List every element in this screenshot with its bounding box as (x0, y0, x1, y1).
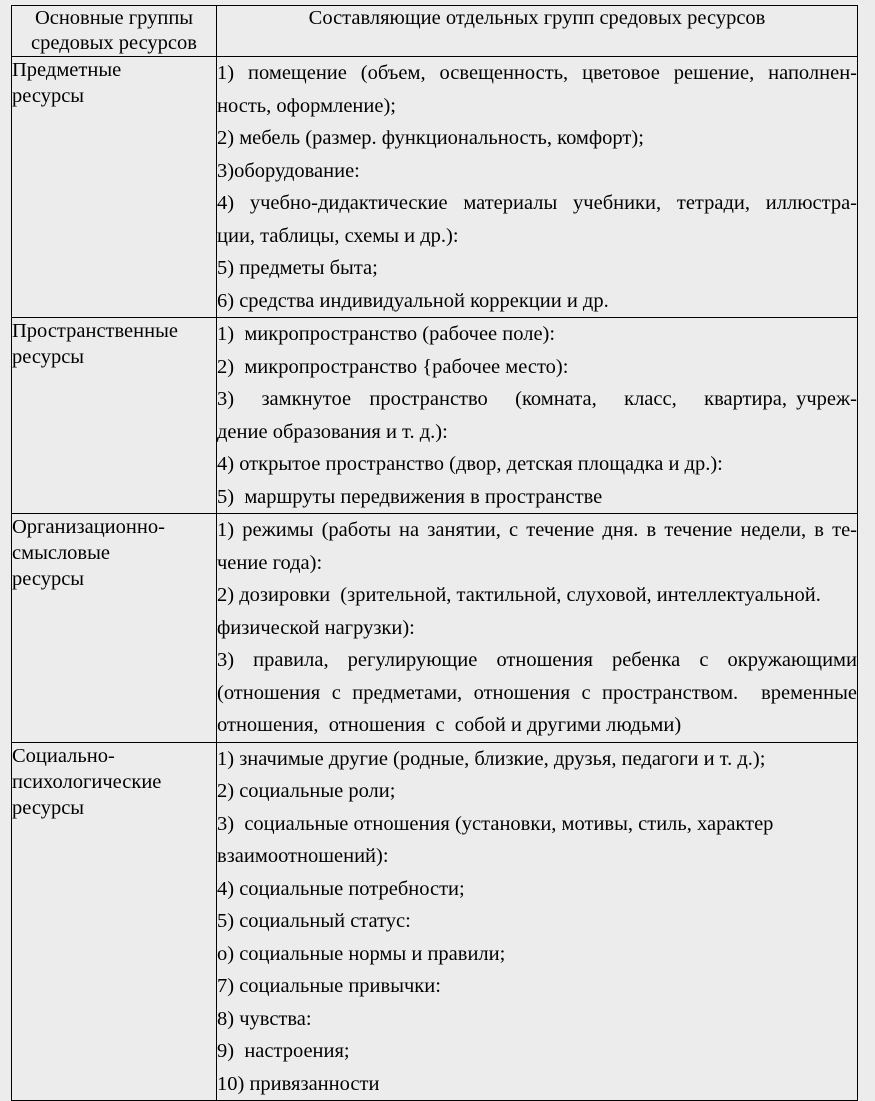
items-cell-3 (217, 514, 858, 743)
header-cell-items-column: Составляющие отдельных групп средовых ресурсов (217, 6, 858, 57)
list-item: ность, оформление); (217, 94, 396, 117)
list-item: 2) дозировки (зрительной, тактильной, слуховой, интеллектуальной. (217, 584, 821, 606)
group-label-line: ресурсы (12, 796, 85, 819)
table-row (12, 57, 858, 318)
list-item: 1) микропространство (рабочее поле): (217, 323, 556, 345)
environmental-resources-table (11, 5, 858, 1101)
list-item: 2) мебель (размер. функциональность, комфорт); (217, 127, 644, 149)
list-item: дение образования и т. д.): (217, 420, 448, 443)
list-item: 7) социальные привычки: (217, 975, 441, 997)
items-cell-2 (217, 318, 858, 514)
list-item: 1) помещение (объем, освещенность, цветовое решение, наполнен- (217, 62, 857, 84)
list-item: 9) настроения; (217, 1040, 350, 1062)
header-cell-group-column (12, 6, 217, 57)
header-group-line-1: Основные группы (34, 7, 194, 29)
list-item: 1) значимые другие (родные, близкие, друзья, педагоги и т. д.); (217, 747, 766, 770)
group-label-line: ресурсы (12, 568, 85, 590)
group-label-line: Организационно- (12, 516, 165, 538)
group-label-cell-1 (12, 57, 217, 318)
list-item: 10) привязанности (217, 1072, 380, 1095)
table-row (12, 742, 858, 1101)
list-item: физической нагрузки): (217, 616, 415, 639)
group-label-cell-3 (12, 514, 217, 743)
list-item: ции, таблицы, схемы и др.): (217, 224, 459, 247)
header-row (12, 6, 858, 57)
group-label-line: Пространственные (12, 320, 178, 342)
items-cell-1 (217, 57, 858, 318)
list-item: 3) замкнутое пространство (комната, класс, квартира, учреж- (217, 388, 857, 410)
resources-table-container (11, 5, 858, 1095)
list-item: 3) социальные отношения (установки, мотивы, стиль, характер (217, 812, 774, 835)
group-label-line: ресурсы (12, 85, 85, 107)
list-item: 5) предметы быта; (217, 257, 378, 279)
table-row (12, 318, 858, 514)
table-body (12, 57, 858, 1101)
table-row (12, 514, 858, 743)
list-item: 1) режимы (работы на занятии, с течение дня. в течение недели, в те- (217, 519, 857, 541)
list-item: 6) средства индивидуальной коррекции и др. (217, 289, 609, 312)
list-item: 3)оборудование: (217, 159, 360, 182)
list-item: 5) социальный статус: (217, 910, 411, 932)
group-label-line: ресурсы (12, 346, 85, 368)
group-label-line: смысловые (12, 542, 110, 564)
list-item: 5) маршруты передвижения в пространстве (217, 485, 603, 508)
list-item: о) социальные нормы и правили; (217, 942, 506, 965)
group-label-cell-4 (12, 742, 217, 1101)
list-item: 4) социальные потребности; (217, 877, 465, 900)
list-item: чение года): (217, 551, 323, 574)
items-cell-4 (217, 742, 858, 1101)
list-item: отношения, отношения с собой и другими людьми) (217, 714, 682, 736)
table-header (12, 6, 858, 57)
list-item: 2) микропространство {рабочее место): (217, 355, 569, 378)
header-group-line-2: средовых ресурсов (31, 32, 197, 54)
list-item: 4) учебно-дидактические материалы учебники, тетради, иллюстра- (217, 192, 857, 214)
group-label-cell-2 (12, 318, 217, 514)
list-item: 2) социальные роли; (217, 780, 396, 802)
list-item: 8) чувства: (217, 1007, 312, 1030)
list-item: 4) открытое пространство (двор, детская площадка и др.): (217, 453, 723, 475)
group-label-line: Предметные (12, 59, 122, 81)
list-item: взаимоотношений): (217, 845, 389, 867)
list-item: 3) правила, регулирующие отношения ребенка с окружающими (217, 649, 857, 671)
group-label-line: Социально- (12, 744, 115, 767)
group-label-line: психологические (12, 770, 162, 793)
list-item: (отношения с предметами, отношения с пространством. временные (217, 681, 857, 704)
